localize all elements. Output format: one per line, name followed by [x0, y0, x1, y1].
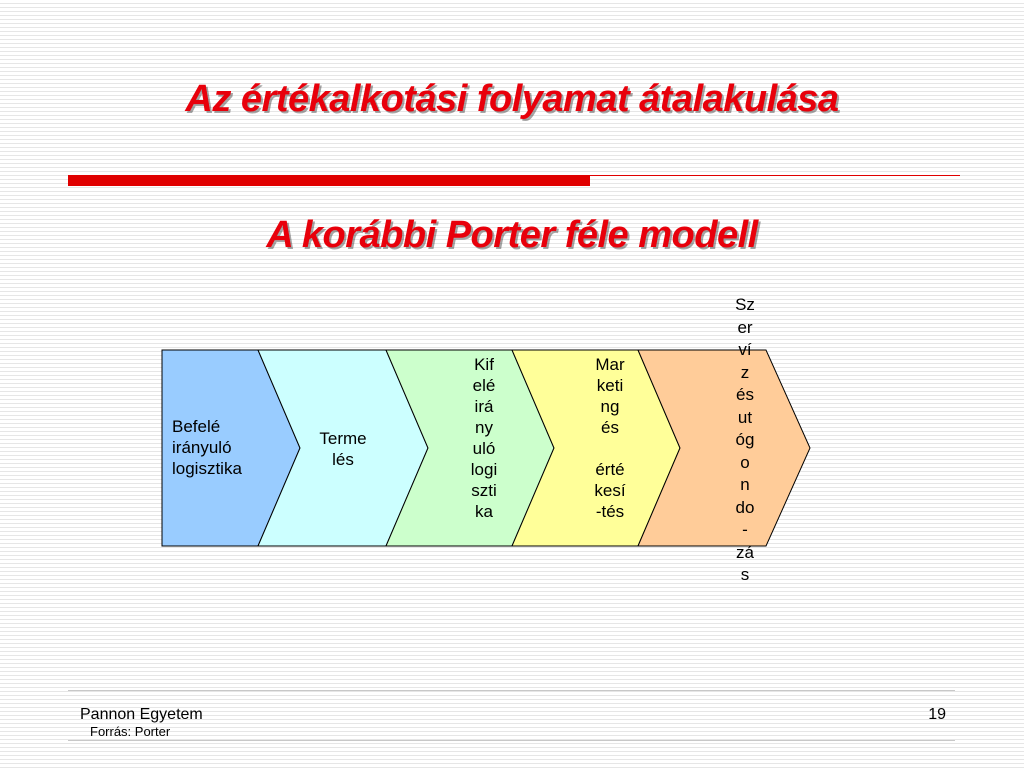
stage-label-line: kesí	[594, 481, 626, 500]
footer-source: Forrás: Porter	[90, 724, 171, 739]
stage-label-line: logi	[470, 460, 498, 479]
stage-label-line: érté	[595, 460, 625, 479]
stage-label-outbound-logistics	[448, 354, 520, 522]
stage-label-line: ví	[738, 340, 752, 359]
stage-label-line: logisztika	[172, 459, 242, 478]
stage-label-line: szti	[471, 481, 497, 500]
stage-label-line	[574, 438, 646, 459]
stage-label-line: Kif	[474, 355, 494, 374]
stage-label-line: uló	[472, 439, 496, 458]
stage-label-line: lés	[332, 450, 354, 469]
stage-label-inbound-logistics	[172, 416, 242, 479]
stage-label-line: z	[740, 362, 750, 382]
stage-label-line: Mar	[595, 355, 625, 374]
footer-divider-bottom	[68, 740, 955, 741]
stage-label-line: és	[736, 385, 754, 404]
stage-label-line: o	[740, 452, 750, 472]
stage-label-marketing-sales	[574, 354, 646, 522]
stage-label-line: ut	[737, 407, 753, 427]
stage-label-service	[712, 294, 778, 587]
stage-label-line: elé	[472, 376, 496, 395]
stage-label-line: ka	[475, 502, 493, 521]
stage-label-line: keti	[596, 376, 624, 395]
stage-label-line: Sz	[735, 295, 755, 314]
stage-label-line: s	[740, 565, 750, 584]
stage-label-line: irá	[474, 397, 494, 416]
stage-label-line: -	[742, 520, 748, 539]
slide-title: Az értékalkotási folyamat átalakulása	[185, 78, 839, 120]
stage-label-production	[300, 428, 386, 470]
stage-label-line: ny	[475, 418, 493, 437]
stage-label-line: -tés	[595, 502, 625, 521]
stage-label-line: do	[735, 497, 755, 517]
page-number: 19	[928, 706, 946, 723]
footer-organization: Pannon Egyetem	[80, 706, 203, 723]
stage-label-line: irányuló	[172, 438, 232, 457]
stage-label-line: ng	[600, 397, 620, 416]
stage-label-line: és	[601, 418, 619, 437]
slide-subtitle: A korábbi Porter féle modell	[266, 214, 758, 256]
stage-label-line: er	[737, 317, 753, 337]
stage-label-line: zá	[736, 542, 754, 562]
stage-label-line: n	[740, 475, 750, 494]
stage-label-line: óg	[735, 430, 755, 449]
stage-label-line: Terme	[319, 429, 367, 448]
stage-label-line: Befelé	[172, 417, 221, 436]
footer-divider-top	[68, 690, 955, 691]
